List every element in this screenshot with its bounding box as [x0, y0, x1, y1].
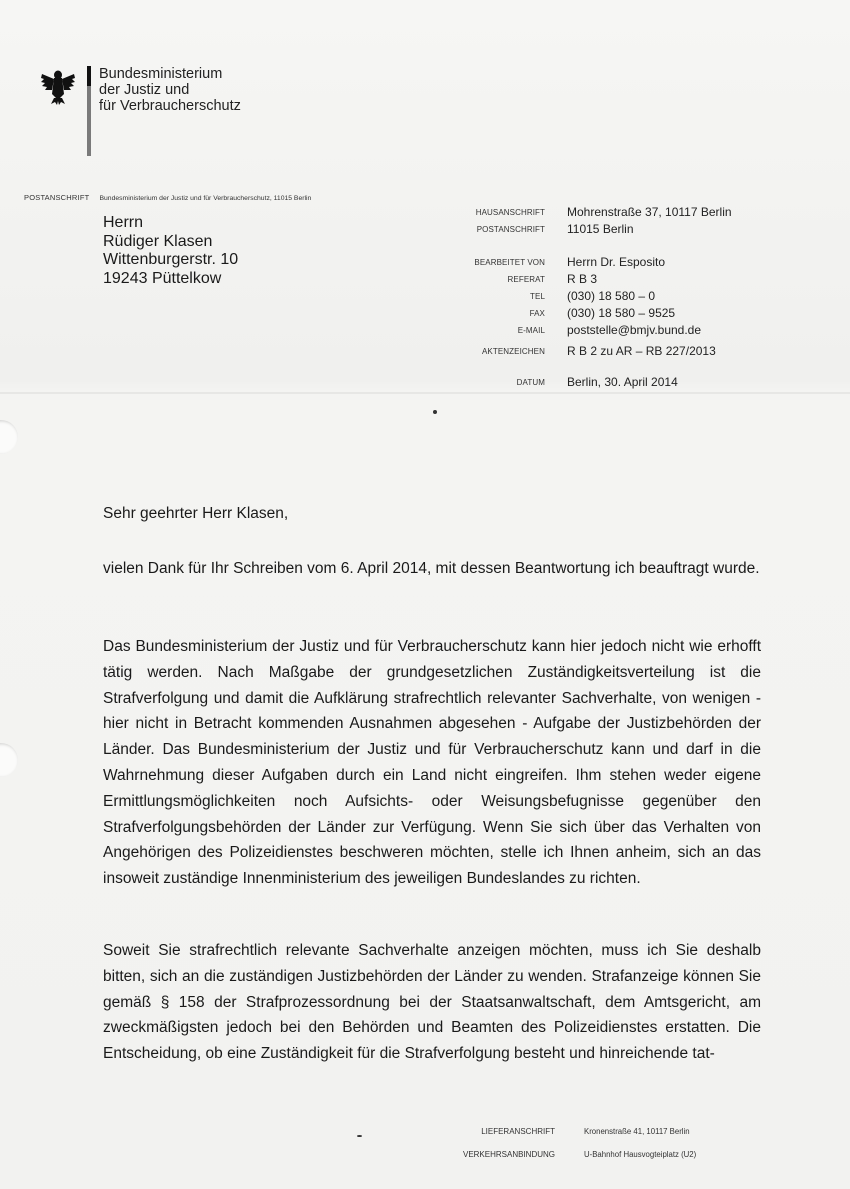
punch-hole — [0, 743, 18, 777]
recipient-line: Herrn — [103, 214, 144, 231]
info-fax — [460, 306, 730, 323]
info-label: FAX — [529, 309, 545, 318]
footer-verkehrsanbindung — [462, 1150, 770, 1173]
info-label: TEL — [530, 292, 545, 301]
info-datum — [460, 375, 730, 392]
ministry-name — [99, 66, 241, 114]
info-value: (030) 18 580 – 9525 — [567, 306, 676, 320]
salutation: Sehr geehrter Herr Klasen, — [103, 505, 289, 522]
info-label: BEARBEITET VON — [474, 258, 545, 267]
info-value: Mohrenstraße 37, 10117 Berlin — [567, 205, 732, 219]
info-label: REFERAT — [507, 275, 545, 284]
info-value: Herrn Dr. Esposito — [567, 255, 666, 269]
ministry-line: für Verbraucherschutz — [99, 98, 241, 114]
info-value: R B 2 zu AR – RB 227/2013 — [567, 344, 716, 358]
info-label: DATUM — [516, 378, 545, 387]
recipient-line: Wittenburgerstr. 10 — [103, 251, 239, 268]
sender-line — [24, 193, 311, 202]
info-aktenzeichen — [460, 344, 730, 361]
recipient-line: 19243 Püttelkow — [103, 269, 222, 287]
ministry-line: der Justiz und — [99, 82, 190, 98]
recipient-address — [103, 214, 238, 288]
footer-label: LIEFERANSCHRIFT — [481, 1127, 555, 1136]
info-email — [460, 323, 730, 340]
info-label: POSTANSCHRIFT — [476, 225, 545, 234]
info-referat — [460, 272, 730, 289]
info-label: E-MAIL — [517, 326, 545, 335]
sender-line-label: POSTANSCHRIFT — [24, 193, 90, 202]
info-postanschrift — [460, 222, 730, 239]
sender-line-value: Bundesministerium der Justiz und für Verbraucherschutz, 11015 Berlin — [99, 195, 312, 202]
body-paragraph: vielen Dank für Ihr Schreiben vom 6. April 2014, mit dessen Beantwortung ich beauftragt wurde. — [103, 560, 760, 577]
recipient-line: Rüdiger Klasen — [103, 232, 213, 250]
punch-hole — [0, 420, 18, 454]
info-value: R B 3 — [567, 272, 598, 286]
footer-lieferanschrift — [470, 1127, 770, 1150]
info-spacer — [460, 361, 730, 375]
footer-block — [462, 1127, 770, 1173]
footer-label: VERKEHRSANBINDUNG — [462, 1150, 555, 1159]
paper-speck — [357, 1135, 362, 1137]
paper-fold — [0, 392, 850, 394]
body-paragraph: Soweit Sie strafrechtlich relevante Sachverhalte anzeigen möchten, muss ich Sie deshalb bitten, sich an die zuständigen Justizbehörden der Länder zu wenden. Strafanzeige können Sie gemäß § 158 der Strafprozessordnung bei der Staatsanwaltschaft, dem Amtsgericht, am zweckmäßigsten jedoch bei den Behörden und Beamten des Polizeidienstes erstatten. Die Entscheidung, ob eine Zuständigkeit für die Strafverfolgung besteht und hinreichende tat- — [103, 942, 761, 1063]
info-value: (030) 18 580 – 0 — [567, 289, 656, 303]
info-value[interactable]: poststelle@bmjv.bund.de — [567, 323, 702, 337]
body-paragraph: Das Bundesministerium der Justiz und für Verbraucherschutz kann hier jedoch nicht wie erhofft tätig werden. Nach Maßgabe der grundgesetzlichen Zuständigkeitsverteilung ist die Strafverfolgung und damit die Aufklärung strafrechtlich relevanter Sachverhalte, von wenigen - hier nicht in Betracht kommenden Ausnahmen abgesehen - Aufgabe der Justizbehörden der Länder. Das Bundesministerium der Justiz und für Verbraucherschutz kann und darf in die Wahrnehmung dieser Aufgaben durch ein Land nicht eingreifen. Ihm stehen weder eigene Ermittlungsmöglichkeiten noch Aufsichts- oder Weisungsbefugnisse gegenüber den Strafverfolgungsbehörden der Länder zur Verfügung. Wenn Sie sich über das Verhalten von Angehörigen des Polizeidienstes beschweren möchten, stelle ich Ihnen anheim, sich an das insoweit zuständige Innenministerium des jeweiligen Bundeslandes zu richten. — [103, 638, 761, 888]
paper-speck — [433, 410, 437, 414]
info-bearbeitet-von — [460, 255, 730, 272]
info-value: Berlin, 30. April 2014 — [567, 375, 678, 389]
ministry-line: Bundesministerium — [99, 66, 223, 82]
footer-value: Kronenstraße 41, 10117 Berlin — [584, 1127, 690, 1136]
letterhead-bar-top — [87, 66, 91, 86]
footer-value: U-Bahnhof Hausvogteiplatz (U2) — [584, 1150, 697, 1159]
federal-eagle-icon — [40, 66, 76, 106]
info-spacer — [460, 239, 730, 255]
info-label: AKTENZEICHEN — [482, 347, 545, 356]
info-value: 11015 Berlin — [567, 222, 634, 236]
info-block — [460, 205, 730, 392]
info-hausanschrift — [460, 205, 730, 222]
info-tel — [460, 289, 730, 306]
info-label: HAUSANSCHRIFT — [475, 208, 545, 217]
